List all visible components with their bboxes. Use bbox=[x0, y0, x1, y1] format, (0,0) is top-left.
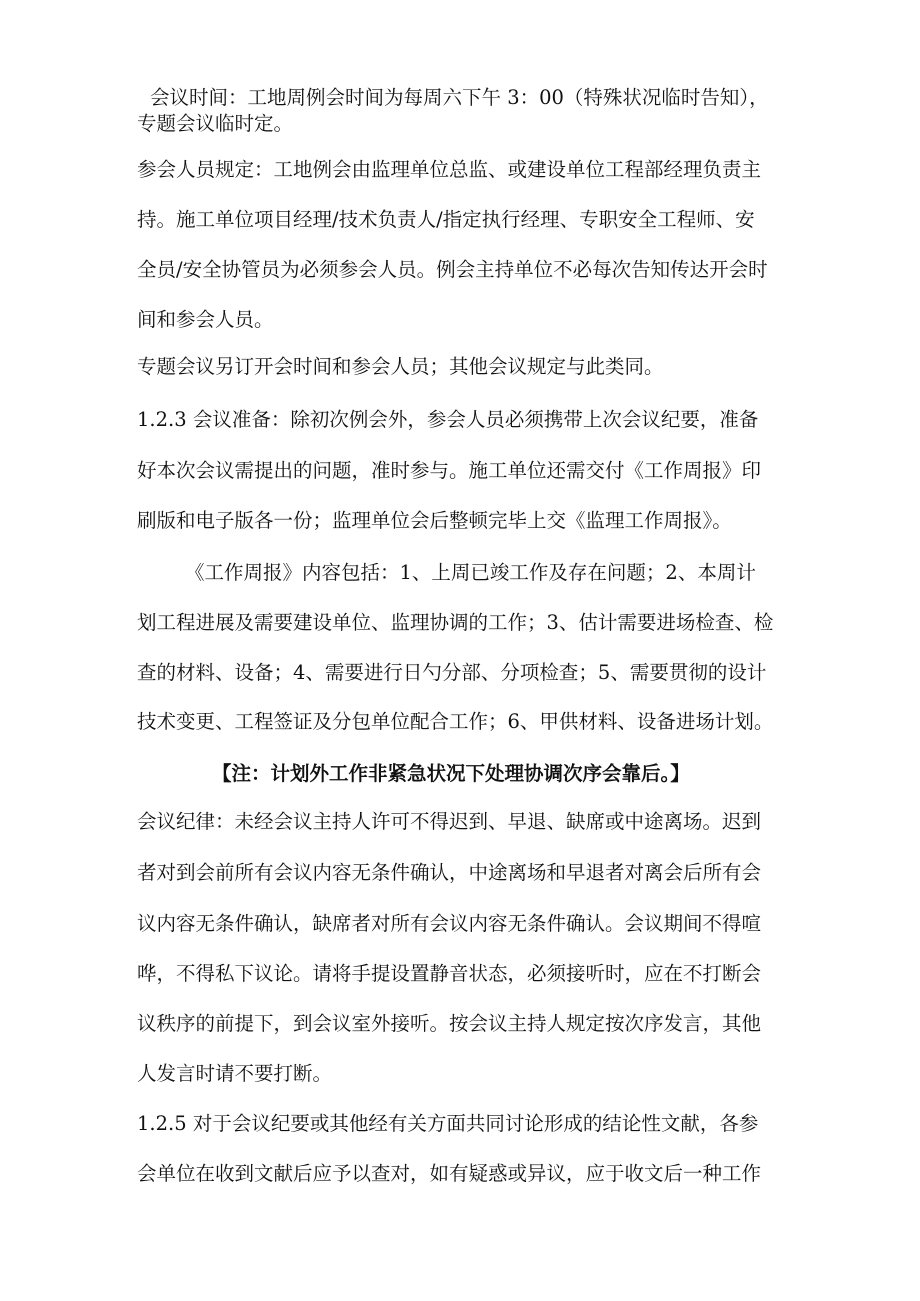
weekly-report-line-1: 《工作周报》内容包括：1、上周已竣工作及存在问题；2、本周计 bbox=[185, 561, 756, 584]
meeting-prep-line-1: 1.2.3 会议准备：除初次例会外，参会人员必须携带上次会议纪要，准备 bbox=[137, 408, 759, 431]
attendee-rules-line-4: 间和参会人员。 bbox=[137, 308, 274, 331]
meeting-time-line-2: 专题会议临时定。 bbox=[137, 112, 294, 135]
meeting-discipline-line-6: 人发言时请不要打断。 bbox=[137, 1062, 333, 1085]
attendee-rules-line-2: 持。施工单位项目经理/技术负责人/指定执行经理、专职安全工程师、安 bbox=[137, 208, 755, 231]
special-meeting-line: 专题会议另订开会时间和参会人员；其他会议规定与此类同。 bbox=[137, 355, 664, 378]
note-line: 【注：计划外工作非紧急状况下处理协调次序会靠后。】 bbox=[212, 762, 690, 785]
attendee-rules-line-1: 参会人员规定：工地例会由监理单位总监、或建设单位工程部经理负责主 bbox=[137, 158, 762, 181]
weekly-report-line-3: 查的材料、设备；4、需要进行日勺分部、分项检查；5、需要贯彻的设计 bbox=[137, 661, 767, 684]
meeting-prep-line-3: 刷版和电子版各一份；监理单位会后整顿完毕上交《监理工作周报》。 bbox=[137, 509, 732, 532]
meeting-discipline-line-3: 议内容无条件确认，缺席者对所有会议内容无条件确认。会议期间不得喧 bbox=[137, 912, 762, 935]
meeting-prep-line-2: 好本次会议需提出的问题，准时参与。施工单位还需交付《工作周报》印 bbox=[137, 459, 762, 482]
meeting-discipline-line-1: 会议纪律：未经会议主持人许可不得迟到、早退、缺席或中途离场。迟到 bbox=[137, 810, 762, 833]
attendee-rules-line-3: 全员/安全协管员为必须参会人员。例会主持单位不必每次告知传达开会时 bbox=[137, 258, 768, 281]
minutes-review-line-1: 1.2.5 对于会议纪要或其他经有关方面共同讨论形成的结论性文献，各参 bbox=[137, 1112, 759, 1135]
meeting-discipline-line-4: 哗，不得私下议论。请将手提设置静音状态，必须接听时，应在不打断会 bbox=[137, 962, 762, 985]
meeting-discipline-line-2: 者对到会前所有会议内容无条件确认，中途离场和早退者对离会后所有会 bbox=[137, 861, 762, 884]
minutes-review-line-2: 会单位在收到文献后应予以查对，如有疑惑或异议，应于收文后一种工作 bbox=[137, 1162, 762, 1185]
weekly-report-line-4: 技术变更、工程签证及分包单位配合工作；6、甲供材料、设备进场计划。 bbox=[137, 710, 774, 733]
meeting-time-line-1: 会议时间：工地周例会时间为每周六下午 3：00（特殊状况临时告知）， bbox=[150, 86, 769, 109]
meeting-discipline-line-5: 议秩序的前提下，到会议室外接听。按会议主持人规定按次序发言，其他 bbox=[137, 1012, 762, 1035]
weekly-report-line-2: 划工程进展及需要建设单位、监理协调的工作；3、估计需要进场检查、检 bbox=[137, 611, 774, 634]
